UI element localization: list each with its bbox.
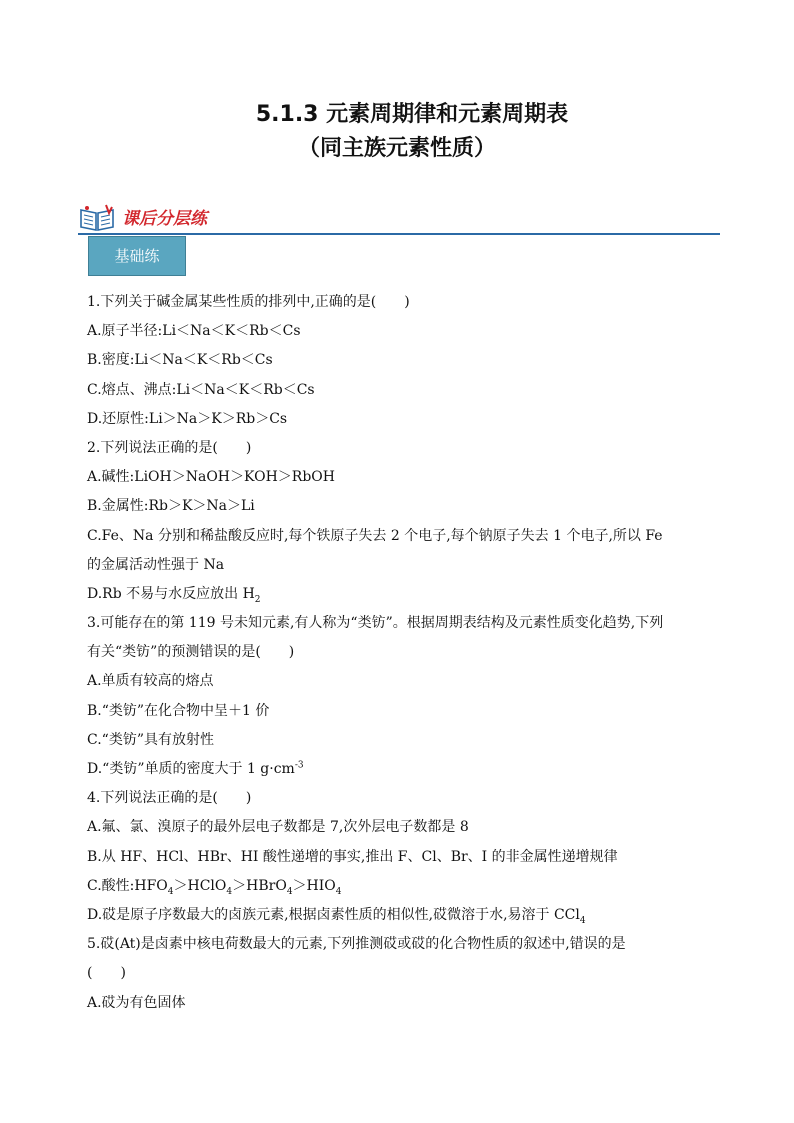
text-line: D.还原性:Li＞Na＞K＞Rb＞Cs — [87, 410, 288, 427]
text-line: 3.可能存在的第 119 号未知元素,有人称为“类钫”。根据周期表结构及元素性质变化趋势,下列 — [87, 615, 664, 632]
question-list — [87, 288, 727, 1018]
text-line: C.“类钫”具有放射性 — [87, 731, 214, 748]
text-line: D.“类钫”单质的密度大于 1 $g\cdot cm^{-3}$ — [87, 760, 304, 777]
text-line: 2.下列说法正确的是( ) — [87, 439, 252, 456]
text-line: C.熔点、沸点:Li＜Na＜K＜Rb＜Cs — [87, 381, 315, 398]
section-label: 课后分层练 — [122, 209, 207, 229]
text-line: 1.下列关于碱金属某些性质的排列中,正确的是( ) — [87, 294, 410, 310]
page-title: 5.1.3 元素周期律和元素周期表 — [255, 102, 569, 127]
text-line: 有关“类钫”的预测错误的是( ) — [87, 644, 295, 661]
text-line: A.原子半径:Li＜Na＜K＜Rb＜Cs — [87, 323, 301, 340]
text-line: B.“类钫”在化合物中呈＋1 价 — [87, 702, 270, 719]
book-icon — [78, 204, 116, 236]
text-line: A.单质有较高的熔点 — [87, 673, 214, 690]
text-line: 的金属活动性强于 Na — [87, 556, 225, 573]
text-line: 5.砹(At)是卤素中核电荷数最大的元素,下列推测砹或砹的化合物性质的叙述中,错误的是 — [87, 936, 626, 953]
page-subtitle: （同主族元素性质） — [297, 136, 496, 161]
text-line: B.密度:Li＜Na＜K＜Rb＜Cs — [87, 352, 273, 369]
text-line: B.从 HF、HCl、HBr、HI 酸性递增的事实,推出 F、Cl、Br、I 的非金属性递增规律 — [87, 848, 618, 865]
text-line: C.酸性$:HFO_4>HClO_4>HBrO_4>HIO_4$ — [87, 877, 342, 897]
text-line: D.Rb 不易与水反应放出 $H_2$ — [87, 585, 261, 605]
text-line: A.砹为有色固体 — [87, 994, 186, 1011]
text-line: C.Fe、Na 分别和稀盐酸反应时,每个铁原子失去 2 个电子,每个钠原子失去 1 个电子,所以 Fe — [87, 527, 663, 544]
text-line: A.碱性:LiOH＞NaOH＞KOH＞RbOH — [87, 469, 335, 486]
text-line: D.砹是原子序数最大的卤族元素,根据卤素性质的相似性,砹微溶于水,易溶于 CCl$_4$ — [87, 906, 586, 926]
section-divider — [78, 233, 720, 235]
text-line: A.氟、氯、溴原子的最外层电子数都是 7,次外层电子数都是 8 — [87, 819, 469, 836]
text-line: 4.下列说法正确的是( ) — [87, 790, 252, 807]
text-line: B.金属性:Rb＞K＞Na＞Li — [87, 498, 255, 515]
basic-practice-tag: 基础练 — [88, 236, 186, 276]
text-line: ( ) — [87, 965, 126, 982]
section-header — [78, 200, 720, 236]
